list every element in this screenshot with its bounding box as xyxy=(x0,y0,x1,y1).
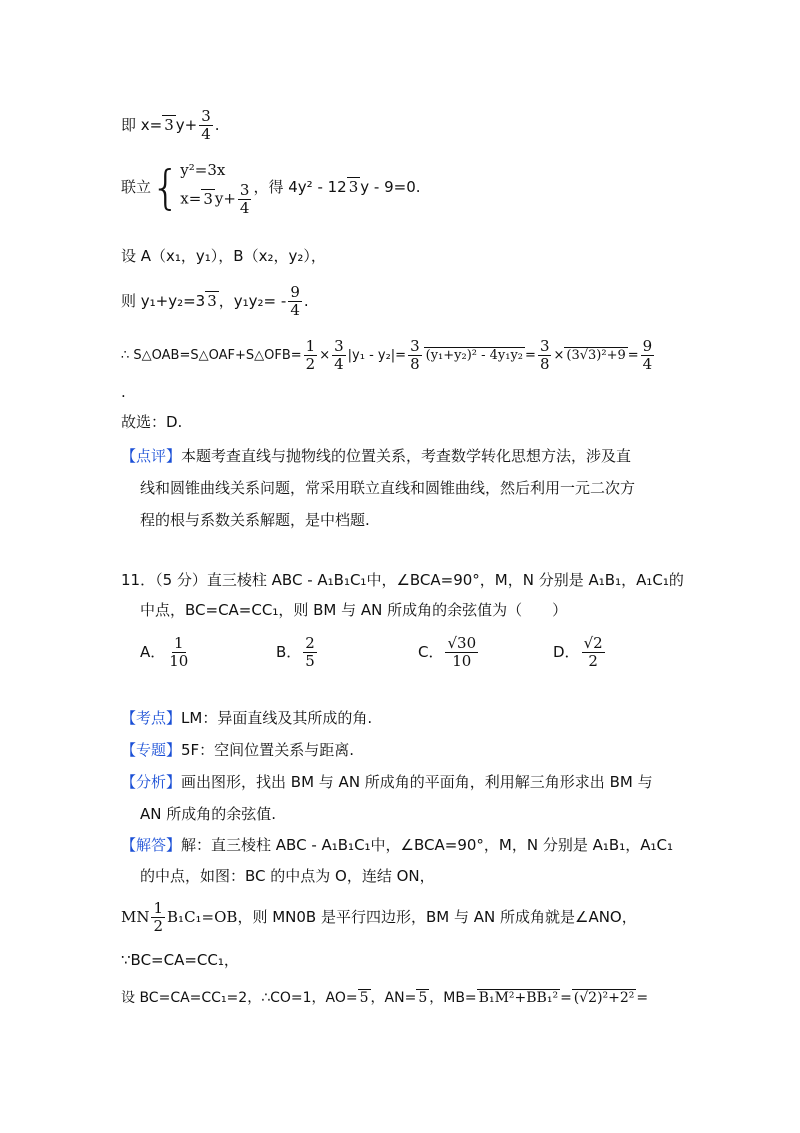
fraction xyxy=(445,635,478,670)
question-line-2: 中点，BC=CA=CC₁，则 BM 与 AN 所成角的余弦值为（ ） xyxy=(140,601,568,619)
text: 画出图形，找出 BM 与 AN 所成角的平面角，利用解三角形求出 BM 与 xyxy=(181,773,653,791)
text: 即 x= xyxy=(121,116,163,134)
option-b[interactable] xyxy=(276,635,319,670)
numerator: √30 xyxy=(447,634,477,652)
text: y - 9=0. xyxy=(360,178,421,196)
text: MN xyxy=(121,908,150,926)
brace-icon: { xyxy=(151,160,181,215)
text: ，AN= xyxy=(370,990,417,1006)
fraction xyxy=(641,338,655,373)
formula-line-10 xyxy=(121,988,648,1008)
denominator: 8 xyxy=(410,355,420,373)
numerator: 3 xyxy=(539,337,550,355)
numerator: 9 xyxy=(290,283,300,301)
text: 本题考查直线与抛物线的位置关系，考查数学转化思想方法，涉及直 xyxy=(181,447,632,465)
kaodian-line xyxy=(121,708,372,728)
equation-system xyxy=(180,158,253,217)
numerator: 1 xyxy=(305,337,316,355)
text: . xyxy=(214,116,220,134)
denominator: 4 xyxy=(334,355,344,373)
jieda-line-1 xyxy=(121,835,673,855)
text: y+ xyxy=(214,189,236,208)
option-label: D． xyxy=(553,643,580,661)
comment-tag: 【点评】 xyxy=(121,447,182,465)
denominator: 2 xyxy=(153,917,164,935)
fraction xyxy=(238,182,252,217)
fraction xyxy=(304,338,318,373)
denominator: 4 xyxy=(239,199,250,217)
fraction xyxy=(199,108,213,143)
numerator: 1 xyxy=(153,899,164,917)
numerator: 3 xyxy=(334,337,344,355)
denominator: 2 xyxy=(305,355,316,373)
option-label: A． xyxy=(140,643,166,661)
text: × xyxy=(553,348,565,363)
denominator: 2 xyxy=(588,652,598,670)
sqrt: 3 xyxy=(207,292,217,310)
fenxi-line-2: AN 所成角的余弦值. xyxy=(140,805,277,823)
fraction xyxy=(303,635,317,670)
formula-line-1 xyxy=(121,108,220,143)
text: ，y₁y₂= - xyxy=(218,292,287,310)
sqrt: (√2)²+2² xyxy=(573,990,635,1006)
numerator: 3 xyxy=(239,181,250,199)
sqrt: 3 xyxy=(203,189,213,208)
sqrt: 3 xyxy=(164,116,174,134)
numerator: 3 xyxy=(201,107,211,125)
fenxi-tag: 【分析】 xyxy=(121,773,182,791)
denominator: 4 xyxy=(290,301,300,319)
equation-system-line xyxy=(121,158,421,217)
zhuanti-line xyxy=(121,740,354,760)
denominator: 4 xyxy=(201,125,211,143)
text: 设 BC=CA=CC₁=2，∴CO=1，AO= xyxy=(121,990,358,1006)
fraction xyxy=(167,635,190,670)
sqrt: (3√3)²+9 xyxy=(566,348,626,363)
text-line-3: 设 A（x₁，y₁），B（x₂，y₂）， xyxy=(121,247,326,265)
text: ∴ S△OAB=S△OAF+S△OFB= xyxy=(121,348,302,363)
text-line-9: ∵BC=CA=CC₁， xyxy=(121,951,239,969)
option-label: C． xyxy=(418,643,444,661)
denominator: 5 xyxy=(305,652,315,670)
denominator: 8 xyxy=(539,355,550,373)
system-row-2 xyxy=(180,182,253,217)
numerator: 1 xyxy=(174,634,184,652)
sqrt: 3 xyxy=(348,178,359,196)
zhuanti-tag: 【专题】 xyxy=(121,741,182,759)
text: ，则 MN0B 是平行四边形，BM 与 AN 所成角就是∠ANO， xyxy=(237,908,637,926)
option-c[interactable] xyxy=(418,635,480,670)
comment-line-2: 线和圆锥曲线关系问题，常采用联立直线和圆锥曲线，然后利用一元二次方 xyxy=(140,479,636,497)
text: x= xyxy=(180,189,202,208)
denominator: 10 xyxy=(452,652,472,670)
sqrt: 5 xyxy=(418,990,428,1006)
text: 解：直三棱柱 ABC - A₁B₁C₁中，∠BCA=90°，M，N 分别是 A₁B₁，A₁C₁ xyxy=(181,836,673,854)
text: |y₁ - y₂|= xyxy=(347,348,407,363)
text: 联立 xyxy=(121,178,152,196)
text: . xyxy=(303,292,309,310)
fraction xyxy=(332,338,346,373)
text: y+ xyxy=(175,116,198,134)
text: = xyxy=(636,990,649,1006)
text: × xyxy=(319,348,331,363)
fraction xyxy=(538,338,552,373)
numerator: 3 xyxy=(410,337,420,355)
text: B₁C₁=OB xyxy=(167,908,238,926)
sqrt: 5 xyxy=(359,990,369,1006)
text-line-6: . xyxy=(121,383,126,401)
formula-line-5 xyxy=(121,338,656,373)
sqrt: (y₁+y₂)² - 4y₁y₂ xyxy=(425,348,524,363)
question-line-1: 11．（5 分）直三棱柱 ABC - A₁B₁C₁中，∠BCA=90°，M，N 分别是 A₁B₁，A₁C₁的 xyxy=(121,571,684,589)
kaodian-tag: 【考点】 xyxy=(121,709,182,727)
text: 则 y₁+y₂=3 xyxy=(121,292,206,310)
numerator: √2 xyxy=(583,634,603,652)
text: 5F：空间位置关系与距离. xyxy=(181,741,354,759)
option-label: B． xyxy=(276,643,302,661)
fraction xyxy=(408,338,422,373)
numerator: 9 xyxy=(642,337,653,355)
jieda-tag: 【解答】 xyxy=(121,836,182,854)
sqrt: B₁M²+BB₁² xyxy=(478,990,559,1006)
fraction xyxy=(151,900,165,935)
comment-line-3: 程的根与系数关系解题，是中档题. xyxy=(140,511,370,529)
comment-line-1 xyxy=(121,446,631,466)
answer-line: 故选：D. xyxy=(121,413,183,431)
formula-line-4 xyxy=(121,284,309,319)
text: ，得 4y² - 12 xyxy=(253,178,347,196)
option-a[interactable] xyxy=(140,635,192,670)
fenxi-line-1 xyxy=(121,772,653,792)
text: = xyxy=(627,348,639,363)
denominator: 4 xyxy=(642,355,653,373)
text: = xyxy=(560,990,572,1006)
text: ，MB= xyxy=(429,990,477,1006)
text: = xyxy=(525,348,536,363)
fraction xyxy=(288,284,302,319)
formula-line-8 xyxy=(121,900,637,935)
denominator: 10 xyxy=(169,652,189,670)
option-d[interactable] xyxy=(553,635,607,670)
jieda-line-2: 的中点，如图：BC 的中点为 O，连结 ON， xyxy=(140,867,435,885)
fraction xyxy=(582,635,605,670)
numerator: 2 xyxy=(305,634,315,652)
text: LM：异面直线及其所成的角. xyxy=(181,709,373,727)
system-row-1: y²=3x xyxy=(180,161,226,179)
